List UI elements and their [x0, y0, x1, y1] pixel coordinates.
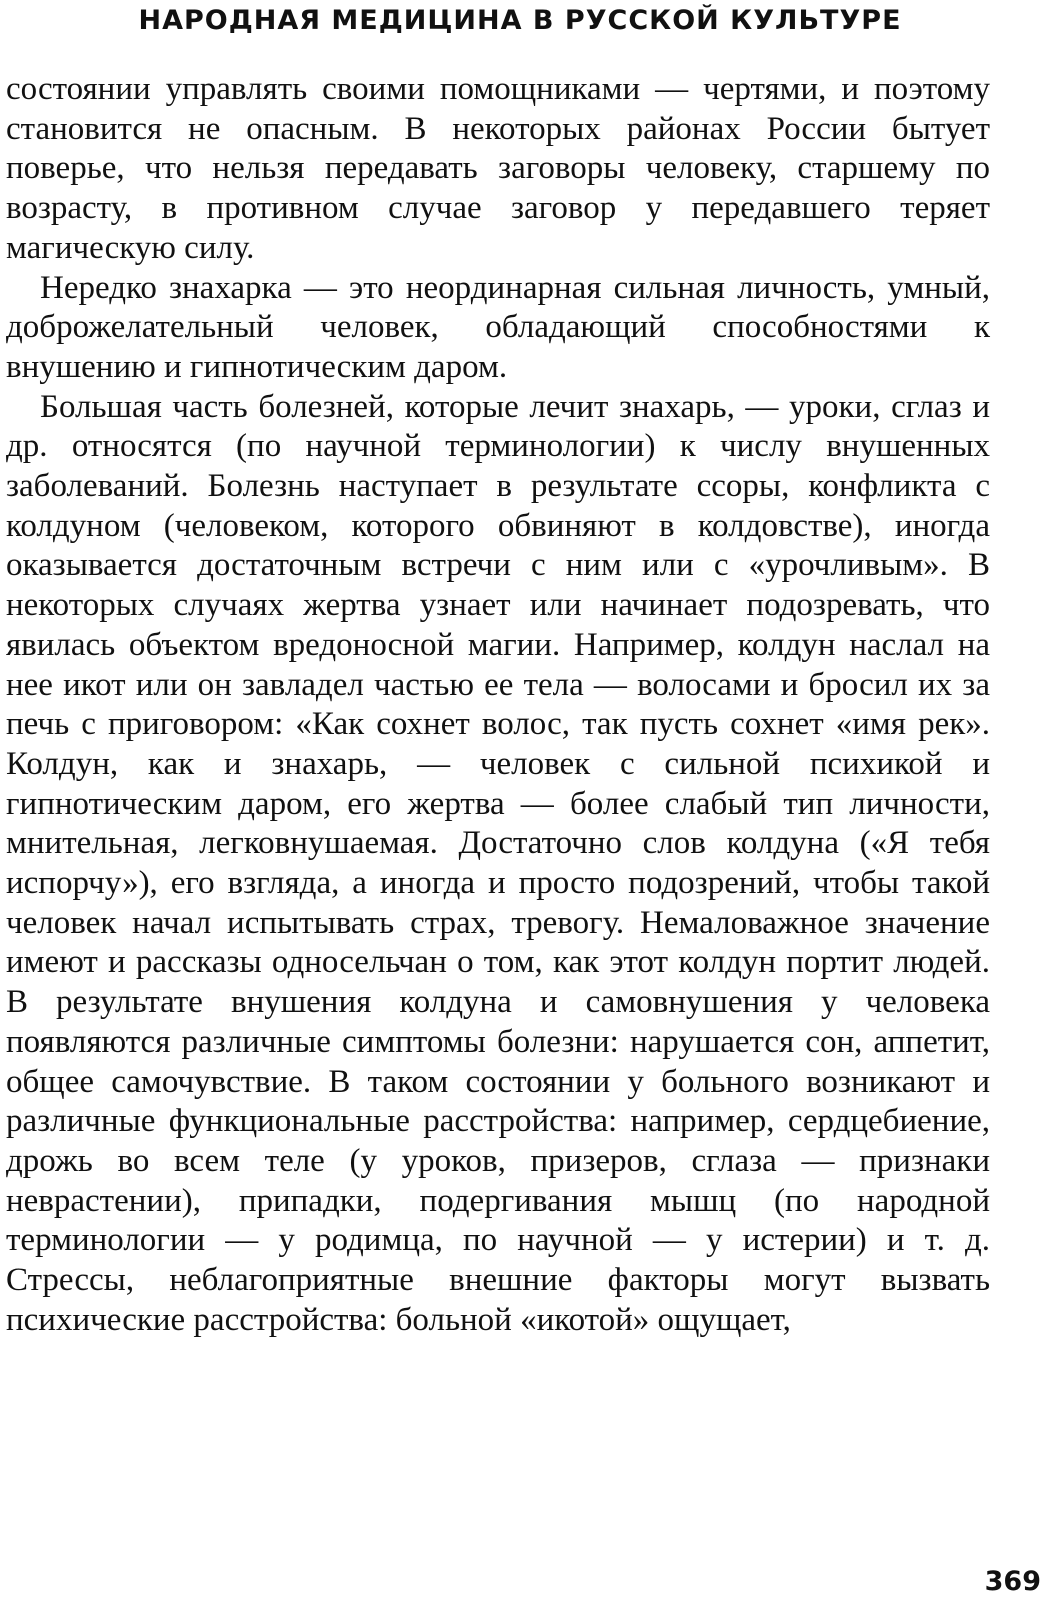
body-text [6, 70, 990, 1341]
paragraph-3: Большая часть болезней, которые лечит знахарь, — уроки, сглаз и др. относятся (по научной терминологии) к числу внушенных заболеваний. Болезнь наступает в результате ссоры, конфликта с колдуном (человеком, которого обвиняют в колдовстве), иногда оказывается достаточным встречи с ним или с «урочливым». В некоторых случаях жертва узнает или начинает подозревать, что явилась объектом вредоносной магии. Например, колдун наслал на нее икот или он завладел частью ее тела — волосами и бросил их за печь с приговором: «Как сохнет волос, так пусть сохнет «имя рек». Колдун, как и знахарь, — человек с сильной психикой и гипнотическим даром, его жертва — более слабый тип личности, мнительная, легковнушаемая. Достаточно слов колдуна («Я тебя испорчу»), его взгляда, а иногда и просто подозрений, чтобы такой человек начал испытывать страх, тревогу. Немаловажное значение имеют и рассказы односельчан о том, как этот колдун портит людей. В результате внушения колдуна и самовнушения у человека появляются различные симптомы болезни: нарушается сон, аппетит, общее самочувствие. В таком состоянии у больного возникают и различные функциональные расстройства: например, сердцебиение, дрожь во всем теле (у уроков, призеров, сглаза — признаки неврастении), припадки, подергивания мышц (по народной терминологии — у родимца, по научной — у истерии) и т. д. Стрессы, неблагоприятные внешние факторы могут вызвать психические расстройства: больной «икотой» ощущает, [6, 388, 990, 1338]
paragraph-1: состоянии управлять своими помощниками — чертями, и поэтому становится не опасным. В некоторых районах России бытует поверье, что нельзя передавать заговоры человеку, старшему по возрасту, в противном случае заговор у передавшего теряет магическую силу. [6, 71, 990, 266]
running-head: НАРОДНАЯ МЕДИЦИНА В РУССКОЙ КУЛЬТУРЕ [138, 5, 902, 36]
page-number: 369 [984, 1566, 1041, 1597]
paragraph-2: Нередко знахарка — это неординарная сильная личность, умный, доброжелательный человек, обладающий способностями к внушению и гипнотическим даром. [6, 269, 990, 385]
